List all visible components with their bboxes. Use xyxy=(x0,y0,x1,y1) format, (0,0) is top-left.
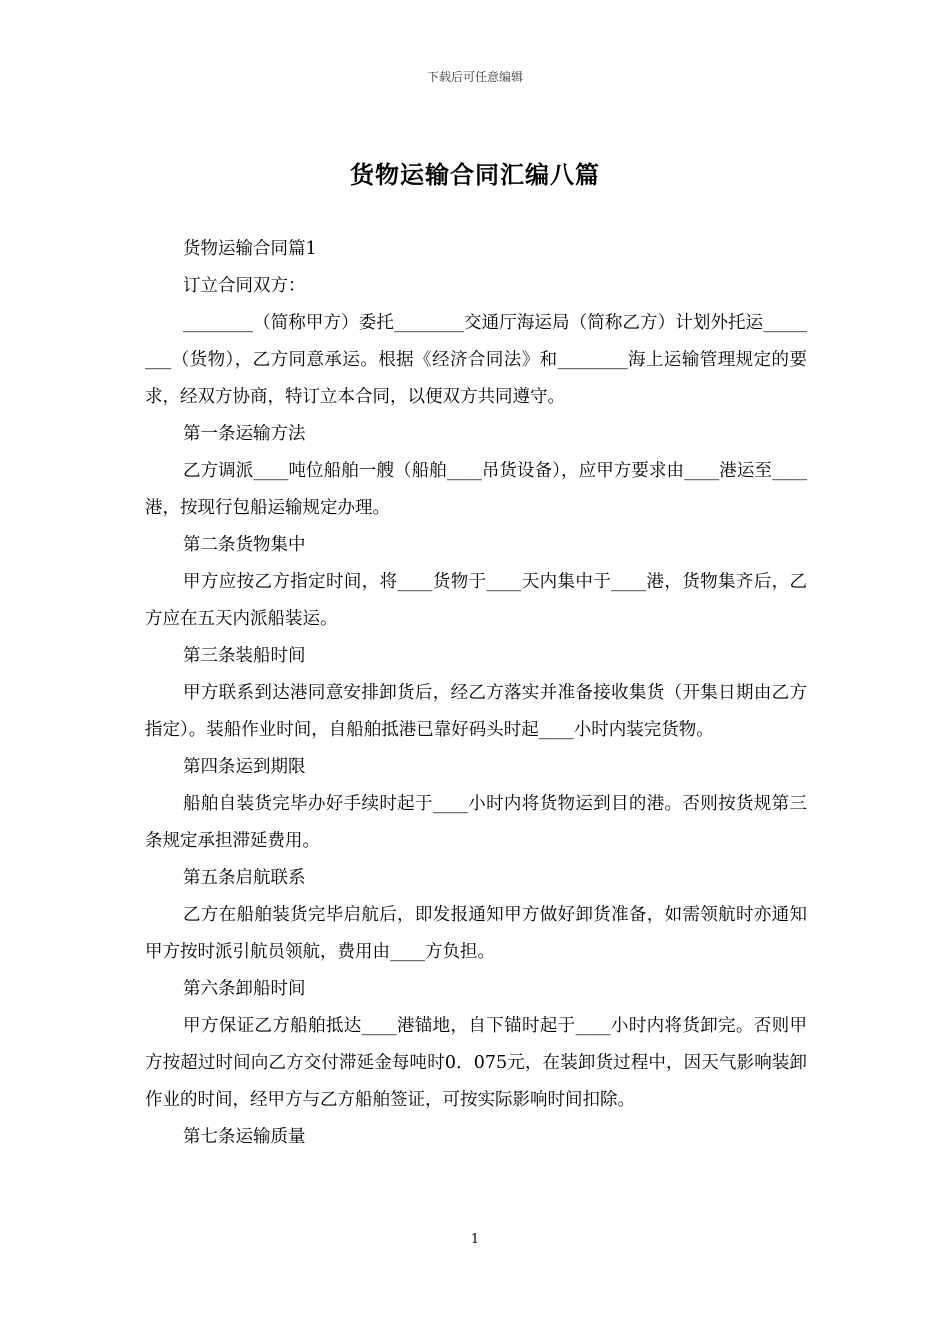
page-header: 下载后可任意编辑 xyxy=(426,70,523,84)
document-body xyxy=(145,231,807,1156)
article-heading: 第六条卸船时间 xyxy=(183,979,306,999)
paragraph: ________（简称甲方）委托________交通厅海运局（简称乙方）计划外托运________（货物），乙方同意承运。根据《经济合同法》和________海上运输管理规定的要求，经双方协商，特订立本合同，以便双方共同遵守。 xyxy=(145,313,807,407)
section-heading: 货物运输合同篇1 xyxy=(183,239,317,259)
paragraph: 甲方联系到达港同意安排卸货后，经乙方落实并准备接收集货（开集日期由乙方指定）。装船作业时间，自船舶抵港已靠好码头时起____小时内装完货物。 xyxy=(145,683,807,740)
article-heading: 第二条货物集中 xyxy=(183,535,306,555)
paragraph: 订立合同双方： xyxy=(183,276,306,296)
paragraph: 乙方在船舶装货完毕启航后，即发报通知甲方做好卸货准备，如需领航时亦通知甲方按时派引航员领航，费用由____方负担。 xyxy=(145,905,807,962)
paragraph: 乙方调派____吨位船舶一艘（船舶____吊货设备），应甲方要求由____港运至____港，按现行包船运输规定办理。 xyxy=(145,461,807,518)
article-heading: 第一条运输方法 xyxy=(183,424,306,444)
paragraph: 甲方保证乙方船舶抵达____港锚地，自下锚时起于____小时内将货卸完。否则甲方按超过时间向乙方交付滞延金每吨时0．075元，在装卸货过程中，因天气影响装卸作业的时间，经甲方与乙方船舶签证，可按实际影响时间扣除。 xyxy=(145,1016,807,1110)
paragraph: 船舶自装货完毕办好手续时起于____小时内将货物运到目的港。否则按货规第三条规定承担滞延费用。 xyxy=(145,794,807,851)
article-heading: 第三条装船时间 xyxy=(183,646,306,666)
article-heading: 第五条启航联系 xyxy=(183,868,306,888)
article-heading: 第四条运到期限 xyxy=(183,757,306,777)
paragraph: 甲方应按乙方指定时间，将____货物于____天内集中于____港，货物集齐后，乙方应在五天内派船装运。 xyxy=(145,572,807,629)
document-title: 货物运输合同汇编八篇 xyxy=(350,161,600,189)
article-heading: 第七条运输质量 xyxy=(183,1127,306,1147)
page-number: 1 xyxy=(470,1232,480,1247)
